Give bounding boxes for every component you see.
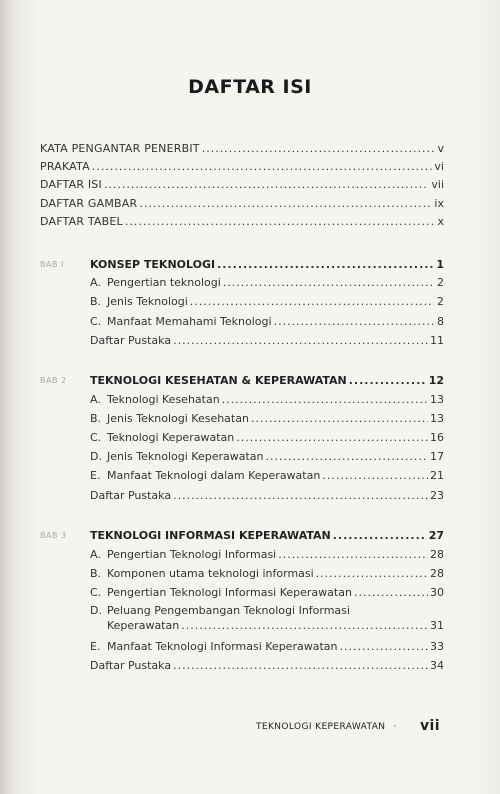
section-letter: A. bbox=[90, 393, 101, 406]
leader-dots bbox=[92, 160, 433, 174]
leader-dots bbox=[266, 450, 429, 464]
leader-dots bbox=[274, 315, 434, 329]
section-entry[interactable] bbox=[90, 410, 444, 426]
toc-page: 28 bbox=[430, 548, 444, 561]
toc-page: 27 bbox=[428, 529, 444, 542]
section-letter: A. bbox=[90, 548, 101, 561]
section-entry[interactable] bbox=[90, 565, 444, 581]
toc-page: 23 bbox=[430, 489, 444, 502]
section-entry[interactable] bbox=[90, 274, 444, 290]
page-footer bbox=[256, 718, 440, 734]
section-entry[interactable] bbox=[90, 467, 444, 483]
toc-page: v bbox=[437, 142, 444, 155]
page-title: DAFTAR ISI bbox=[188, 76, 312, 98]
chapter-number: BAB I bbox=[40, 260, 64, 269]
leader-dots bbox=[322, 469, 428, 483]
section-entry[interactable] bbox=[90, 584, 444, 600]
section-label: Pengertian teknologi bbox=[107, 276, 221, 289]
toc-entry[interactable] bbox=[40, 140, 444, 156]
section-letter: E. bbox=[90, 469, 101, 482]
section-entry[interactable] bbox=[90, 448, 444, 464]
leader-dots bbox=[223, 276, 434, 290]
leader-dots bbox=[278, 548, 428, 562]
toc-label: KATA PENGANTAR PENERBIT bbox=[40, 142, 200, 155]
leader-dots bbox=[236, 431, 428, 445]
chapter-number: BAB 2 bbox=[40, 376, 67, 385]
section-letter: D. bbox=[90, 604, 102, 617]
section-label: Jenis Teknologi bbox=[107, 295, 188, 308]
toc-entry[interactable] bbox=[40, 195, 444, 211]
section-label: Pengertian Teknologi Informasi bbox=[107, 548, 277, 561]
page-number: vii bbox=[420, 718, 440, 734]
toc-page: 31 bbox=[430, 619, 444, 632]
leader-dots bbox=[173, 659, 428, 673]
bibliography-entry[interactable] bbox=[90, 657, 444, 673]
leader-dots bbox=[139, 197, 432, 211]
chapter-number: BAB 3 bbox=[40, 531, 67, 540]
section-label: Jenis Teknologi Kesehatan bbox=[107, 412, 249, 425]
toc-page: 33 bbox=[430, 640, 444, 653]
toc-page: x bbox=[437, 215, 444, 228]
leader-dots bbox=[181, 619, 428, 633]
section-label: Daftar Pustaka bbox=[90, 489, 172, 502]
section-label: Manfaat Memahami Teknologi bbox=[107, 315, 272, 328]
leader-dots bbox=[190, 295, 434, 309]
section-label: Manfaat Teknologi dalam Keperawatan bbox=[107, 469, 321, 482]
section-label: Jenis Teknologi Keperawatan bbox=[107, 450, 264, 463]
bibliography-entry[interactable] bbox=[90, 487, 444, 503]
toc-page: vi bbox=[434, 160, 444, 173]
section-label: Daftar Pustaka bbox=[90, 334, 172, 347]
toc-page: 11 bbox=[430, 334, 444, 347]
toc-page: 17 bbox=[430, 450, 444, 463]
toc-page: ix bbox=[434, 197, 444, 210]
section-label: Manfaat Teknologi Informasi Keperawatan bbox=[107, 640, 338, 653]
section-letter: D. bbox=[90, 450, 102, 463]
section-entry[interactable] bbox=[90, 638, 444, 654]
section-letter: B. bbox=[90, 567, 102, 580]
leader-dots bbox=[354, 586, 428, 600]
chapter-title: TEKNOLOGI KESEHATAN & KEPERAWATAN bbox=[90, 374, 347, 387]
toc-page: 12 bbox=[428, 374, 444, 387]
toc-page: 2 bbox=[437, 295, 444, 308]
leader-dots bbox=[339, 640, 428, 654]
footer-separator: · bbox=[393, 722, 397, 732]
chapter-title: KONSEP TEKNOLOGI bbox=[90, 258, 216, 271]
toc-page: 13 bbox=[430, 412, 444, 425]
section-letter: C. bbox=[90, 315, 102, 328]
section-entry[interactable] bbox=[90, 546, 444, 562]
section-entry[interactable] bbox=[90, 391, 444, 407]
section-letter: C. bbox=[90, 431, 102, 444]
leader-dots bbox=[333, 529, 427, 543]
toc-entry[interactable] bbox=[40, 213, 444, 229]
section-letter: A. bbox=[90, 276, 101, 289]
toc-page: 2 bbox=[437, 276, 444, 289]
toc-page: 30 bbox=[430, 586, 444, 599]
toc-page: 28 bbox=[430, 567, 444, 580]
toc-entry[interactable] bbox=[40, 176, 444, 192]
leader-dots bbox=[316, 567, 428, 581]
leader-dots bbox=[173, 334, 428, 348]
section-entry[interactable] bbox=[90, 313, 444, 329]
leader-dots bbox=[173, 489, 428, 503]
section-label: Teknologi Kesehatan bbox=[107, 393, 220, 406]
section-letter: B. bbox=[90, 412, 102, 425]
chapter-entry[interactable] bbox=[90, 372, 444, 388]
section-entry-continuation[interactable] bbox=[107, 619, 444, 633]
leader-dots bbox=[349, 374, 427, 388]
running-title: TEKNOLOGI KEPERAWATAN bbox=[256, 722, 386, 732]
leader-dots bbox=[251, 412, 428, 426]
section-label: Peluang Pengembangan Teknologi Informasi bbox=[107, 604, 350, 617]
toc-label: DAFTAR TABEL bbox=[40, 215, 123, 228]
section-entry-first-line[interactable] bbox=[90, 602, 444, 618]
leader-dots bbox=[202, 142, 434, 156]
section-label: Daftar Pustaka bbox=[90, 659, 172, 672]
toc-page: vii bbox=[431, 178, 444, 191]
section-label: Komponen utama teknologi informasi bbox=[107, 567, 314, 580]
chapter-title: TEKNOLOGI INFORMASI KEPERAWATAN bbox=[90, 529, 331, 542]
toc-label: PRAKATA bbox=[40, 160, 90, 173]
toc-page: 1 bbox=[436, 258, 444, 271]
section-entry[interactable] bbox=[90, 293, 444, 309]
chapter-entry[interactable] bbox=[90, 527, 444, 543]
toc-label: DAFTAR ISI bbox=[40, 178, 102, 191]
section-label: Pengertian Teknologi Informasi Keperawatan bbox=[107, 586, 352, 599]
section-letter: B. bbox=[90, 295, 102, 308]
section-letter: E. bbox=[90, 640, 101, 653]
leader-dots bbox=[222, 393, 428, 407]
leader-dots bbox=[104, 178, 429, 192]
bibliography-entry[interactable] bbox=[90, 332, 444, 348]
leader-dots bbox=[125, 215, 434, 229]
toc-page: 34 bbox=[430, 659, 444, 672]
section-label-continued: Keperawatan bbox=[107, 619, 180, 632]
section-entry[interactable] bbox=[90, 429, 444, 445]
toc-page: 21 bbox=[430, 469, 444, 482]
leader-dots bbox=[217, 258, 434, 272]
section-label: Teknologi Keperawatan bbox=[107, 431, 235, 444]
toc-entry[interactable] bbox=[40, 158, 444, 174]
chapter-entry[interactable] bbox=[90, 256, 444, 272]
toc-page: 16 bbox=[430, 431, 444, 444]
toc-label: DAFTAR GAMBAR bbox=[40, 197, 138, 210]
section-letter: C. bbox=[90, 586, 102, 599]
toc-page: 8 bbox=[437, 315, 444, 328]
toc-page: 13 bbox=[430, 393, 444, 406]
